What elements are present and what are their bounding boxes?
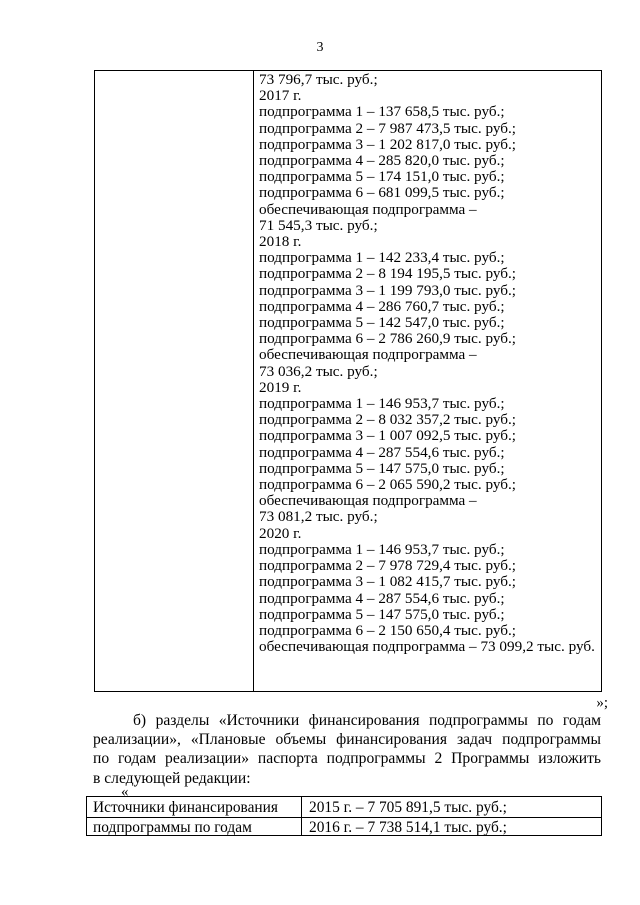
financing-line: обеспечивающая подпрограмма – [259, 492, 477, 510]
financing-table [94, 70, 602, 692]
closing-quote: »; [596, 695, 608, 711]
financing-line: подпрограмма 3 – 1 007 092,5 тыс. руб.; [259, 427, 516, 445]
table-cell-label: подпрограммы по годам [93, 819, 252, 836]
financing-line: подпрограмма 4 – 286 760,7 тыс. руб.; [259, 297, 505, 315]
paragraph-line: реализации», «Плановые объемы финансирования задач подпрограммы [93, 731, 601, 749]
opening-quote: « [121, 784, 129, 800]
financing-line: 73 081,2 тыс. руб.; [259, 508, 378, 526]
financing-line: 73 036,2 тыс. руб.; [259, 362, 378, 380]
paragraph-line: по годам реализации» паспорта подпрограммы 2 Программы изложить [93, 750, 601, 768]
financing-line: обеспечивающая подпрограмма – [259, 346, 477, 364]
financing-line: 71 545,3 тыс. руб.; [259, 216, 378, 234]
table-cell-value: 2016 г. – 7 738 514,1 тыс. руб.; [309, 819, 507, 836]
financing-line: обеспечивающая подпрограмма – [259, 200, 477, 218]
paragraph-line: б) разделы «Источники финансирования подпрограммы по годам [133, 712, 601, 729]
financing-line: подпрограмма 1 – 137 658,5 тыс. руб.; [259, 103, 505, 121]
financing-line: подпрограмма 2 – 8 194 195,5 тыс. руб.; [259, 265, 516, 283]
amendment-paragraph [93, 711, 601, 788]
page-number: 3 [316, 40, 324, 55]
financing-line: подпрограмма 1 – 142 233,4 тыс. руб.; [259, 249, 505, 267]
financing-line: подпрограмма 3 – 1 202 817,0 тыс. руб.; [259, 135, 516, 153]
table-cell-value: 2015 г. – 7 705 891,5 тыс. руб.; [309, 799, 507, 816]
financing-line: подпрограмма 4 – 287 554,6 тыс. руб.; [259, 443, 505, 461]
financing-line: подпрограмма 6 – 2 150 650,4 тыс. руб.; [259, 621, 516, 639]
new-edition-table [86, 796, 602, 836]
financing-line: подпрограмма 3 – 1 082 415,7 тыс. руб.; [259, 573, 516, 591]
financing-lines [259, 72, 599, 655]
financing-line: подпрограмма 4 – 285 820,0 тыс. руб.; [259, 152, 505, 170]
paragraph-line: в следующей редакции: [93, 769, 251, 787]
financing-line: подпрограмма 3 – 1 199 793,0 тыс. руб.; [259, 281, 516, 299]
financing-line: подпрограмма 1 – 146 953,7 тыс. руб.; [259, 395, 505, 413]
financing-line: подпрограмма 4 – 287 554,6 тыс. руб.; [259, 589, 505, 607]
table-column-divider [301, 797, 302, 835]
financing-line: подпрограмма 2 – 7 987 473,5 тыс. руб.; [259, 119, 516, 137]
financing-line: подпрограмма 6 – 2 065 590,2 тыс. руб.; [259, 476, 516, 494]
financing-line: подпрограмма 2 – 8 032 357,2 тыс. руб.; [259, 411, 516, 429]
financing-line: 73 796,7 тыс. руб.; [259, 71, 378, 88]
financing-line: подпрограмма 5 – 147 575,0 тыс. руб.; [259, 459, 505, 477]
table-cell-label: Источники финансирования [93, 799, 278, 816]
financing-line: 2019 г. [259, 378, 302, 396]
financing-line: подпрограмма 5 – 174 151,0 тыс. руб.; [259, 168, 505, 186]
financing-line: подпрограмма 2 – 7 978 729,4 тыс. руб.; [259, 557, 516, 575]
financing-line: подпрограмма 6 – 2 786 260,9 тыс. руб.; [259, 330, 516, 348]
financing-line: подпрограмма 5 – 147 575,0 тыс. руб.; [259, 605, 505, 623]
financing-line: 2018 г. [259, 233, 302, 251]
financing-line: подпрограмма 5 – 142 547,0 тыс. руб.; [259, 314, 505, 332]
financing-line: обеспечивающая подпрограмма – 73 099,2 тыс. руб. [259, 638, 595, 656]
table-column-divider [253, 71, 254, 691]
financing-line: 2017 г. [259, 87, 302, 105]
financing-line: подпрограмма 1 – 146 953,7 тыс. руб.; [259, 540, 505, 558]
financing-line: 2020 г. [259, 524, 302, 542]
financing-line: подпрограмма 6 – 681 099,5 тыс. руб.; [259, 184, 505, 202]
